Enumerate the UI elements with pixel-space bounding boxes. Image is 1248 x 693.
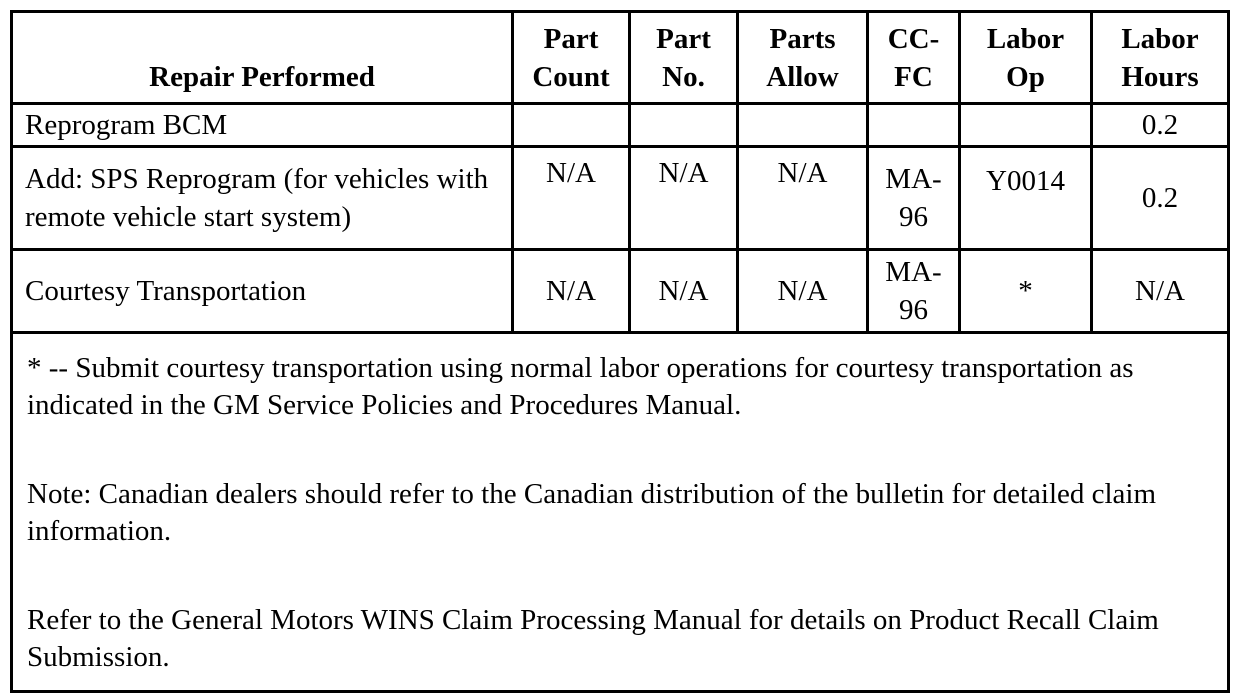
cell-part-count: N/A	[513, 250, 630, 333]
cell-labor-hours: N/A	[1092, 250, 1229, 333]
cell-repair: Add: SPS Reprogram (for vehicles with remote vehicle start system)	[12, 147, 513, 250]
header-part-count: Part Count	[513, 12, 630, 104]
header-labor-op: Labor Op	[960, 12, 1092, 104]
claim-info-table	[10, 10, 1230, 693]
table-row	[12, 147, 1229, 250]
cell-part-no: N/A	[630, 250, 738, 333]
table-row	[12, 250, 1229, 333]
cell-repair: Courtesy Transportation	[12, 250, 513, 333]
cell-part-count	[513, 104, 630, 147]
canadian-note-text: Note: Canadian dealers should refer to the Canadian distribution of the bulletin for detailed claim information.	[27, 478, 1157, 547]
cell-labor-op: Y0014	[960, 147, 1092, 250]
cell-part-no: N/A	[630, 147, 738, 250]
cell-part-count: N/A	[513, 147, 630, 250]
cell-labor-op: *	[960, 250, 1092, 333]
footnote-text: * -- Submit courtesy transportation using normal labor operations for courtesy transportation as indicated in the GM Service Policies and Procedures Manual.	[27, 352, 1134, 421]
cell-parts-allow: N/A	[738, 250, 868, 333]
wins-note-text: Refer to the General Motors WINS Claim Processing Manual for details on Product Recall Claim Submission.	[27, 604, 1159, 673]
table-row	[12, 104, 1229, 147]
cell-cc-fc	[868, 104, 960, 147]
notes-cell	[12, 333, 1229, 692]
cell-part-no	[630, 104, 738, 147]
header-cc-fc: CC-FC	[868, 12, 960, 104]
notes-row	[12, 333, 1229, 692]
cell-parts-allow: N/A	[738, 147, 868, 250]
header-part-no: Part No.	[630, 12, 738, 104]
cell-labor-hours: 0.2	[1092, 147, 1229, 250]
cell-labor-op	[960, 104, 1092, 147]
cell-cc-fc: MA-96	[868, 250, 960, 333]
header-repair-performed: Repair Performed	[12, 12, 513, 104]
table-header-row	[12, 12, 1229, 104]
cell-cc-fc: MA-96	[868, 147, 960, 250]
cell-parts-allow	[738, 104, 868, 147]
cell-repair: Reprogram BCM	[12, 104, 513, 147]
header-parts-allow: Parts Allow	[738, 12, 868, 104]
header-labor-hours: Labor Hours	[1092, 12, 1229, 104]
cell-labor-hours: 0.2	[1092, 104, 1229, 147]
